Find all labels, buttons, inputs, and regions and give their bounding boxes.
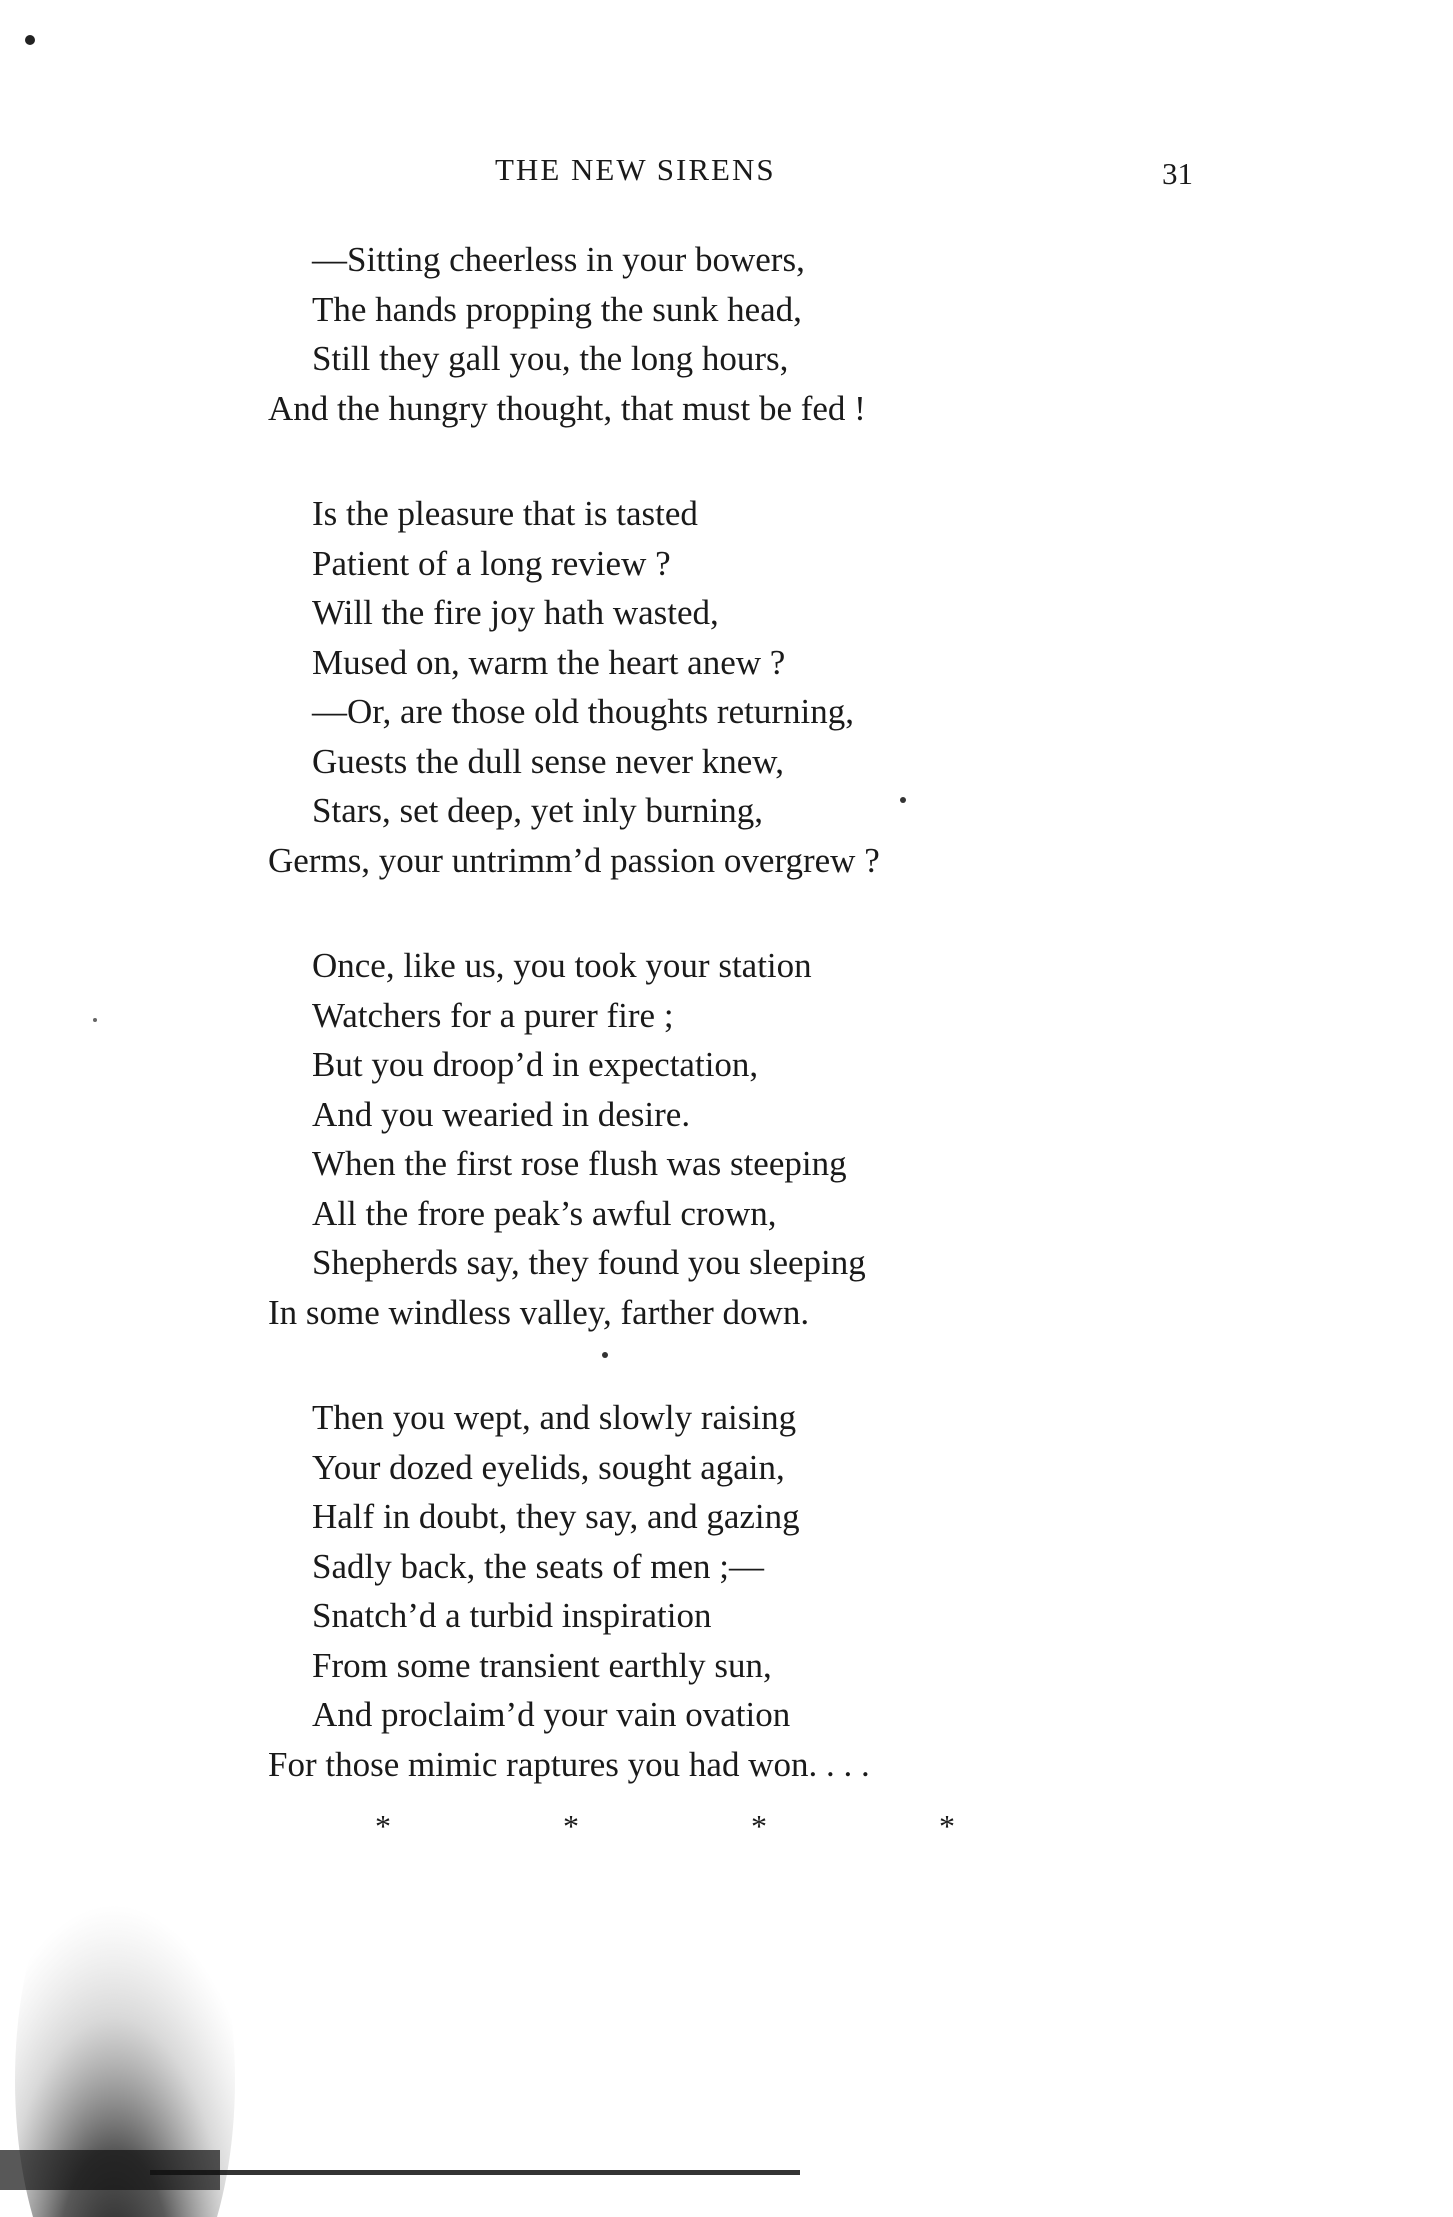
- margin-speck: [93, 1018, 97, 1022]
- poem-line: —Or, are those old thoughts returning,: [312, 692, 854, 731]
- poem-line: And the hungry thought, that must be fed !: [268, 388, 866, 428]
- poem-line: For those mimic raptures you had won. . . .: [268, 1744, 870, 1784]
- poem-line: The hands propping the sunk head,: [312, 289, 802, 329]
- poem-line: Germs, your untrimm’d passion overgrew ?: [268, 840, 880, 880]
- poem-line: —Sitting cheerless in your bowers,: [312, 240, 805, 279]
- poem-line: Snatch’d a turbid inspiration: [312, 1596, 712, 1635]
- stanza: [268, 941, 1168, 1337]
- bottom-edge-shadow: [0, 2150, 220, 2190]
- poem-body: [268, 235, 1168, 1845]
- poem-line: Then you wept, and slowly raising: [312, 1398, 797, 1437]
- poem-line: And you wearied in desire.: [312, 1094, 691, 1134]
- corner-speck: [25, 35, 35, 45]
- poem-line: And proclaim’d your vain ovation: [312, 1695, 791, 1734]
- poem-line: All the frore peak’s awful crown,: [312, 1193, 777, 1233]
- poem-line: But you droop’d in expectation,: [312, 1045, 759, 1084]
- poem-line: In some windless valley, farther down.: [268, 1292, 810, 1332]
- poem-line: Your dozed eyelids, sought again,: [312, 1447, 785, 1487]
- stanza: [268, 489, 1168, 885]
- running-head: [0, 152, 1453, 192]
- poem-line: From some transient earthly sun,: [312, 1645, 772, 1685]
- poem-line: When the first rose flush was steeping: [312, 1144, 847, 1183]
- poem-line: Once, like us, you took your station: [312, 946, 812, 985]
- poem-line: Patient of a long review ?: [312, 543, 671, 583]
- poem-line: Still they gall you, the long hours,: [312, 339, 789, 378]
- poem-line: Is the pleasure that is tasted: [312, 494, 698, 533]
- poem-line: Half in doubt, they say, and gazing: [312, 1497, 800, 1536]
- asterisk: *: [939, 1808, 955, 1844]
- poem-line: Will the fire joy hath wasted,: [312, 593, 719, 632]
- corner-smudge: [15, 1830, 235, 2217]
- poem-line: Shepherds say, they found you sleeping: [312, 1243, 866, 1282]
- page-number: 31: [1162, 156, 1193, 191]
- asterisk: *: [375, 1808, 391, 1844]
- poem-line: Guests the dull sense never knew,: [312, 741, 785, 781]
- section-break: [375, 1808, 955, 1845]
- poem-line: Mused on, warm the heart anew ?: [312, 642, 786, 682]
- stanza: [268, 235, 1168, 433]
- poem-line: Stars, set deep, yet inly burning,: [312, 791, 764, 830]
- poem-line: Sadly back, the seats of men ;—: [312, 1546, 764, 1586]
- running-title: THE NEW SIRENS: [495, 152, 776, 187]
- asterisk: *: [751, 1808, 767, 1844]
- poem-line: Watchers for a purer fire ;: [312, 995, 674, 1035]
- bottom-edge-line: [150, 2170, 800, 2175]
- stanza: [268, 1393, 1168, 1789]
- asterisk: *: [563, 1808, 579, 1844]
